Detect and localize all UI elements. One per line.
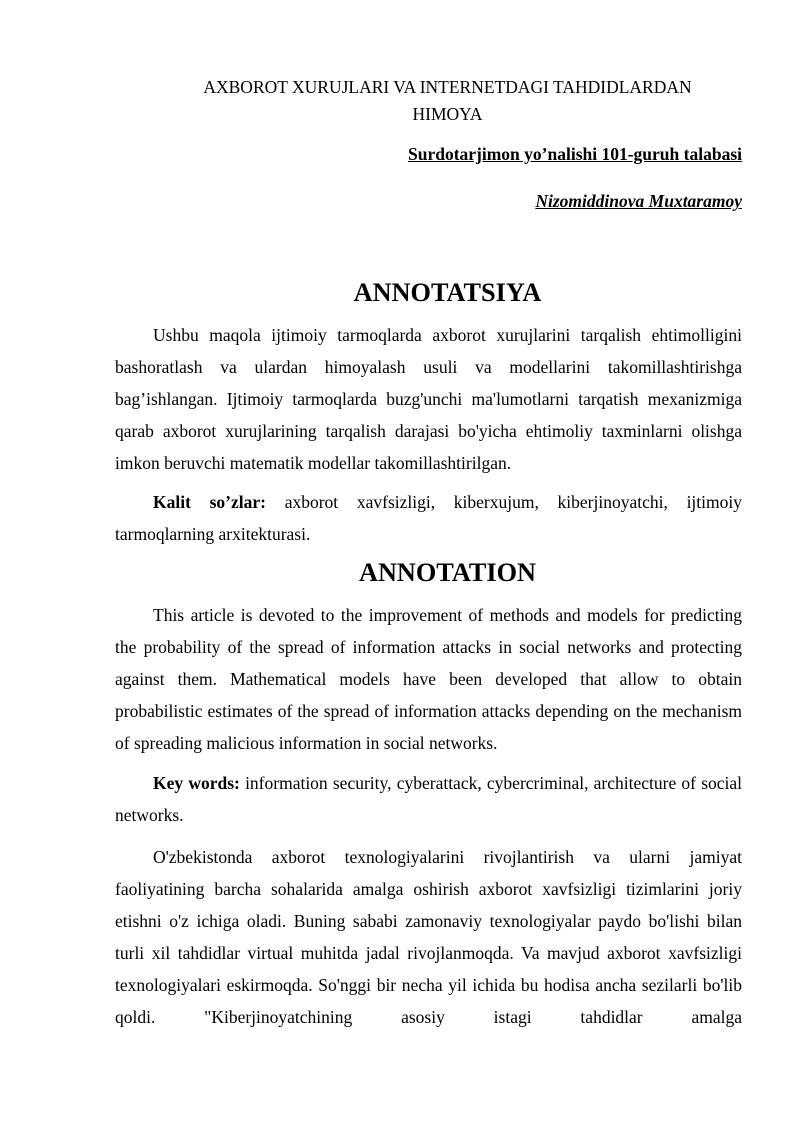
annotation-text: This article is devoted to the improvement of methods and models for predicting the probability of the spread of information attacks in social networks and protecting against them. Mathematical models have been developed that allow to obtain probabilistic estimates of the spread of information attacks depending on the mechanism of spreading malicious information in social networks. [115,605,742,753]
keywords-uz [115,486,742,550]
keywords-uz-text: axborot xavfsizligi, kiberxujum, kiberjinoyatchi, ijtimoiy tarmoqlarning arxitekturasi. [115,492,742,544]
annotation-heading: ANNOTATION [359,558,536,587]
keywords-uz-label: Kalit so’zlar: [153,492,266,512]
annotatsiya-text: Ushbu maqola ijtimoiy tarmoqlarda axborot xurujlarini tarqalish ehtimolligini bashoratlash va ulardan himoyalash usuli va modellarini takomillashtirishga bag’ishlangan. Ijtimoiy tarmoqlarda buzg'unchi ma'lumotlarni tarqatish mexanizmiga qarab axborot xurujlarining tarqalish darajasi bo'yicha ehtimoliy taxminlarni olishga imkon beruvchi matematik modellar takomillashtirilgan. [115,325,742,473]
annotatsiya-heading: ANNOTATSIYA [353,278,542,307]
keywords-en-text: information security, cyberattack, cybercriminal, architecture of social networks. [115,773,743,825]
keywords-en-label: Key words: [153,773,240,793]
body-paragraph: O'zbekistonda axborot texnologiyalarini rivojlantirish va ularni jamiyat faoliyatining barcha sohalarida amalga oshirish axborot xavfsizligi tizimlarini joriy etishni o'z ichiga oladi. Buning sababi zamonaviy texnologiyalar paydo bo'lishi bilan turli xil tahdidlar virtual muhitda jadal rivojlanmoqda. Va mavjud axborot xavfsizligi texnologiyalari eskirmoqda. So'nggi bir necha yil ichida bu hodisa ancha sezilarli bo'lib qoldi. "Kiberjinoyatchining asosiy istagi tahdidlar amalga [115,847,742,1027]
author-group: Surdotarjimon yo’nalishi 101-guruh talabasi [407,144,742,164]
article-title [115,74,742,128]
title-line-2: HIMOYA [412,104,483,124]
author-name: Nizomiddinova Muxtaramoy [535,191,742,211]
title-line-1: AXBOROT XURUJLARI VA INTERNETDAGI TAHDIDLARDAN [203,77,692,97]
keywords-en [115,767,742,831]
document-page [115,74,742,1033]
